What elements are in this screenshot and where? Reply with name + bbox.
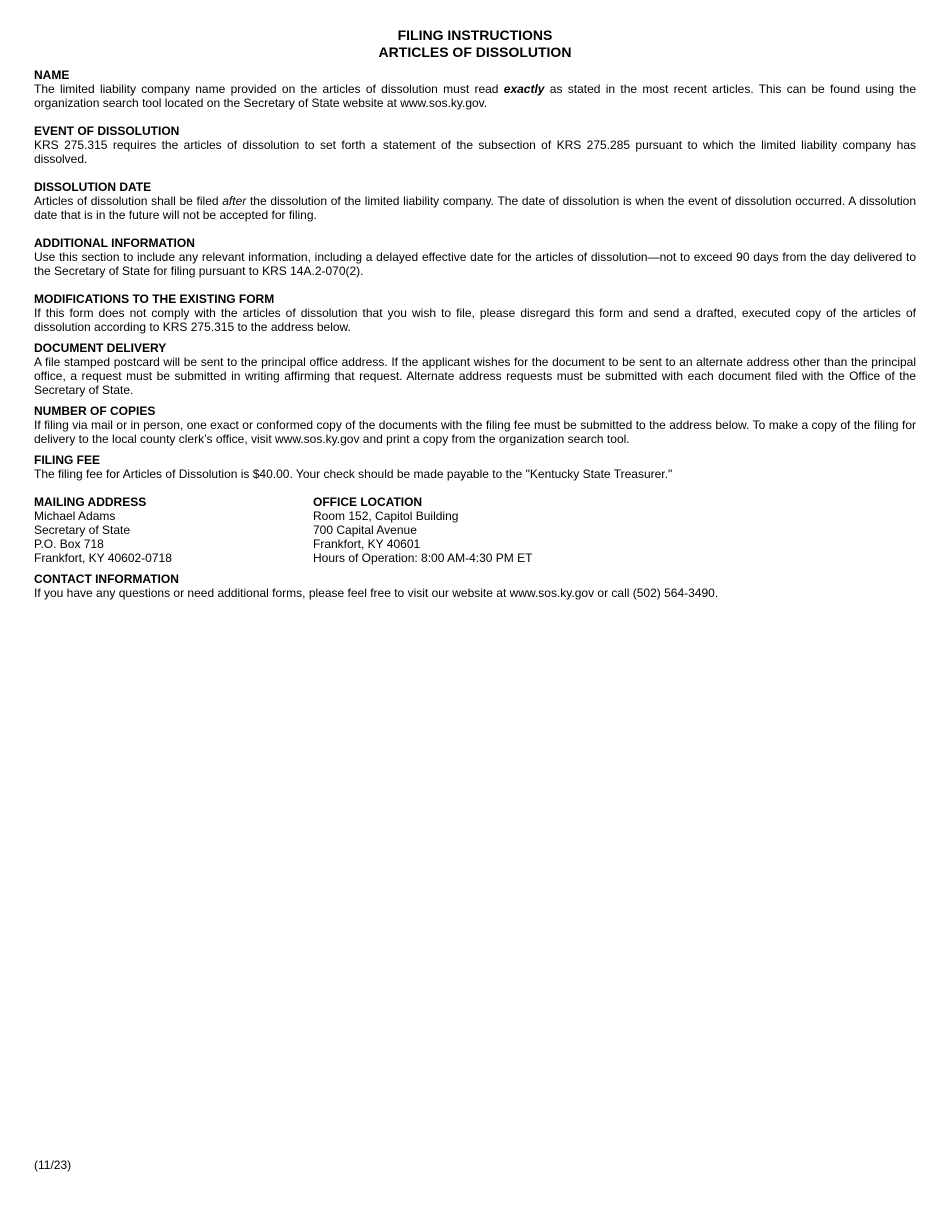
section-contact-information xyxy=(34,572,916,600)
section-modifications xyxy=(34,292,916,334)
section-heading: FILING FEE xyxy=(34,453,100,467)
emphasis-text: after xyxy=(222,194,247,208)
section-additional-information xyxy=(34,236,916,278)
section-document-delivery xyxy=(34,341,916,397)
office-location xyxy=(313,495,713,565)
section-heading: ADDITIONAL INFORMATION xyxy=(34,236,195,250)
text-fragment: Articles of dissolution shall be filed xyxy=(34,194,223,208)
section-heading: NUMBER OF COPIES xyxy=(34,404,156,418)
section-heading: DISSOLUTION DATE xyxy=(34,180,152,194)
page-title xyxy=(34,27,916,61)
text-fragment: the dissolution of the limited liability company. The date of dissolution is when the event of dissolution occurred. A dissolution date that is in the future will not be accepted for filing. xyxy=(34,194,917,222)
address-block xyxy=(34,495,916,565)
text-fragment: as stated in the most recent articles. This can be found using the organization search tool located on the Secretary of State website at www.sos.ky.gov. xyxy=(34,82,916,110)
title-line-2: ARTICLES OF DISSOLUTION xyxy=(378,44,572,60)
section-filing-fee xyxy=(34,453,916,481)
section-dissolution-date xyxy=(34,180,916,222)
emphasis-text: exactly xyxy=(503,82,545,96)
section-heading: OFFICE LOCATION xyxy=(313,495,423,509)
text-fragment: The limited liability company name provided on the articles of dissolution must read xyxy=(34,82,504,96)
form-revision-code: (11/23) xyxy=(34,1158,72,1172)
section-text: A file stamped postcard will be sent to the principal office address. If the applicant wishes for the document to be sent to an alternate address other than the principal office, a request must be submitted in writing affirming that request. Alternate address requests must be submitted with each document filed with the Office of the Secretary of State. xyxy=(34,355,916,397)
section-text: KRS 275.315 requires the articles of dissolution to set forth a statement of the subsection of KRS 275.285 pursuant to which the limited liability company has dissolved. xyxy=(34,138,916,166)
address-line: Secretary of State xyxy=(34,523,131,537)
section-text xyxy=(34,82,916,110)
section-text xyxy=(34,194,916,222)
section-heading: DOCUMENT DELIVERY xyxy=(34,341,167,355)
section-heading: MODIFICATIONS TO THE EXISTING FORM xyxy=(34,292,275,306)
section-text: The filing fee for Articles of Dissolution is $40.00. Your check should be made payable to the "Kentucky State Treasurer." xyxy=(34,467,673,481)
address-line: 700 Capital Avenue xyxy=(313,523,417,537)
instructions-page xyxy=(34,27,916,600)
section-number-of-copies xyxy=(34,404,916,446)
section-name xyxy=(34,68,916,110)
section-heading: EVENT OF DISSOLUTION xyxy=(34,124,180,138)
section-event-of-dissolution xyxy=(34,124,916,166)
section-heading: NAME xyxy=(34,68,70,82)
address-line: Frankfort, KY 40601 xyxy=(313,537,421,551)
address-line: Hours of Operation: 8:00 AM-4:30 PM ET xyxy=(313,551,533,565)
section-text: If this form does not comply with the articles of dissolution that you wish to file, please disregard this form and send a drafted, executed copy of the articles of dissolution according to KRS 275.315 to the address below. xyxy=(34,306,916,334)
address-line: Room 152, Capitol Building xyxy=(313,509,459,523)
section-heading: MAILING ADDRESS xyxy=(34,495,147,509)
address-line: Michael Adams xyxy=(34,509,116,523)
title-line-1: FILING INSTRUCTIONS xyxy=(397,27,553,43)
section-text: Use this section to include any relevant information, including a delayed effective date for the articles of dissolution—not to exceed 90 days from the day delivered to the Secretary of State for filing pursuant to KRS 14A.2-070(2). xyxy=(34,250,916,278)
address-line: P.O. Box 718 xyxy=(34,537,104,551)
section-text: If you have any questions or need additional forms, please feel free to visit our website at www.sos.ky.gov or call (502) 564-3490. xyxy=(34,586,719,600)
section-heading: CONTACT INFORMATION xyxy=(34,572,179,586)
address-line: Frankfort, KY 40602-0718 xyxy=(34,551,172,565)
mailing-address xyxy=(34,495,313,565)
section-text: If filing via mail or in person, one exact or conformed copy of the documents with the filing fee must be submitted to the address below. To make a copy of the filing for delivery to the local county clerk’s office, visit www.sos.ky.gov and print a copy from the organization search tool. xyxy=(34,418,916,446)
